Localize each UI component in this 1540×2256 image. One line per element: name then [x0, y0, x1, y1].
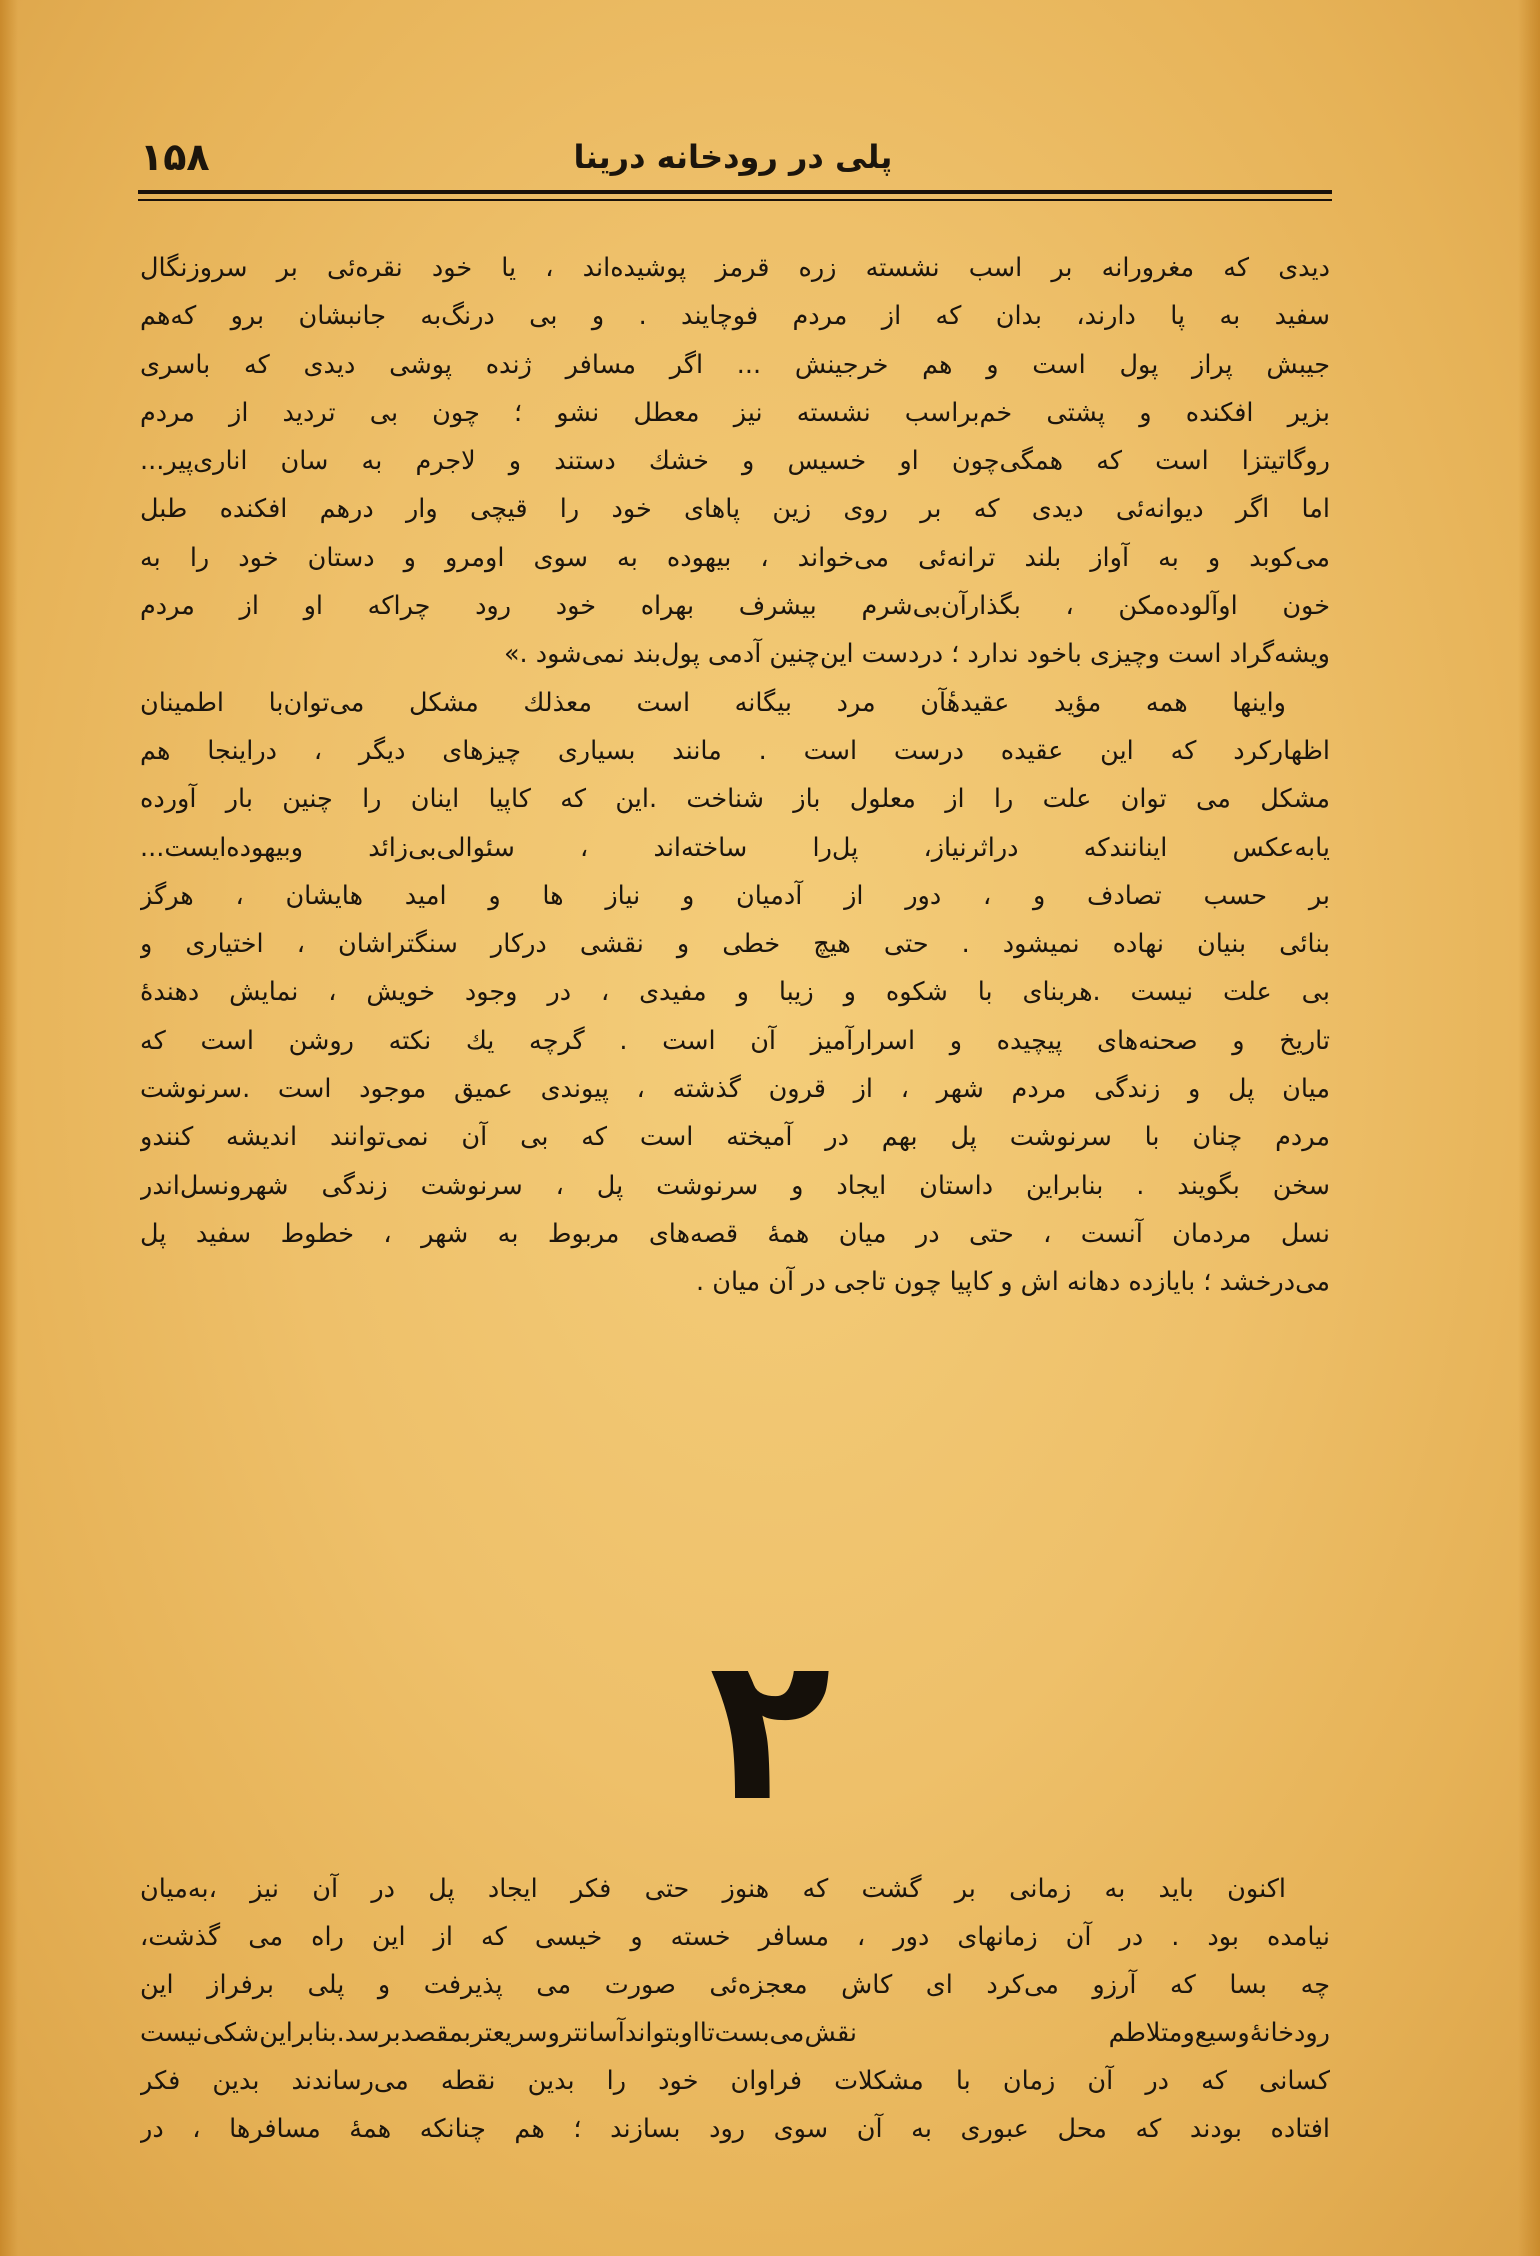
text-line: دیدی که مغرورانه بر اسب نشسته زره قرمز پوشیده‌اند ، یا خود نقره‌ئی بر سروزنگال [140, 253, 1330, 283]
text-line: تاریخ و صحنه‌های پیچیده و اسرارآمیز آن است . گرچه یك نکته روشن است که [140, 1025, 1330, 1056]
text-line: می‌درخشد ؛ بایازده دهانه اش و کاپیا چون تاجی در آن میان . [696, 1267, 1330, 1298]
text-line: کسانی که در آن زمان با مشکلات فراوان خود را بدین نقطه می‌رساندند بدین فکر [140, 2066, 1330, 2096]
page-number: ۱۵۸ [140, 135, 210, 179]
text-line: بزیر افکنده و پشتی خم‌براسب نشسته نیز معطل نشو ؛ چون بی تردید از مردم [140, 397, 1330, 428]
text-line: مشکل می توان علت را از معلول باز شناخت .این که کاپیا اینان را چنین بار آورده [140, 784, 1330, 815]
page-header [138, 132, 1328, 182]
chapter-number: ۲ [708, 1613, 832, 1846]
text-line: اظهارکرد که این عقیده درست است . مانند بسیاری چیزهای دیگر ، دراینجا هم [140, 735, 1330, 766]
page-edge-right [1518, 0, 1540, 2256]
text-line: روگاتیتزا است که همگی‌چون او خسیس و خشك دستند و لاجرم به سان اناری‌پیر... [140, 446, 1330, 477]
text-line: خون اوآلوده‌مکن ، بگذارآن‌بی‌شرم بیشرف بهراه خود رود چراکه او از مردم [140, 591, 1330, 622]
body-text-top [140, 244, 1330, 1307]
text-line: بنائی بنیان نهاده نمیشود . حتی هیچ خطی و نقشی درکار سنگتراشان ، اختیاری و [140, 929, 1330, 960]
text-line: می‌کوبد و به آواز بلند ترانه‌ئی می‌خواند ، بیهوده به سوی اومرو و دستان خود را به [140, 542, 1330, 573]
text-line: نیامده بود . در آن زمانهای دور ، مسافر خسته و خیسی که از این راه می گذشت، [140, 1922, 1330, 1952]
page-edge-left [0, 0, 18, 2256]
text-line: افتاده بودند که محل عبوری به آن سوی رود بسازند ؛ هم چنانکه همهٔ مسافرها ، در [140, 2114, 1330, 2144]
text-line: جیبش پراز پول است و هم خرجینش ... اگر مسافر ژنده پوشی دیدی که باسری [140, 349, 1330, 380]
text-line: مردم چنان با سرنوشت پل بهم در آمیخته است که بی آن نمی‌توانند اندیشه کنندو [140, 1122, 1330, 1153]
text-line: بی علت نیست .هربنای با شکوه و زیبا و مفیدی ، در وجود خویش ، نمایش دهندهٔ [140, 977, 1330, 1008]
text-line: سخن بگویند . بنابراین داستان ایجاد و سرنوشت پل ، سرنوشت زندگی شهرونسل‌اندر [140, 1170, 1330, 1201]
text-line: نسل مردمان آنست ، حتی در میان همهٔ قصه‌های مربوط به شهر ، خطوط سفید پل [140, 1218, 1330, 1249]
text-line: میان پل و زندگی مردم شهر ، از قرون گذشته ، پیوندی عمیق موجود است .سرنوشت [140, 1074, 1330, 1105]
body-text-bottom [140, 1865, 1330, 2153]
text-line: اکنون باید به زمانی بر گشت که هنوز حتی فکر ایجاد پل در آن نیز ،به‌میان [140, 1874, 1286, 1904]
text-line: واینها همه مؤید عقیدهٔآن مرد بیگانه است معذلك مشکل می‌توان‌با اطمینان [140, 687, 1286, 718]
text-line: ویشه‌گراد است وچیزی باخود ندارد ؛ دردست این‌چنین آدمی پول‌بند نمی‌شود .» [503, 639, 1330, 670]
text-line: بر حسب تصادف و ، دور از آدمیان و نیاز ها و امید هایشان ، هرگز [140, 880, 1330, 911]
text-line: چه بسا که آرزو می‌کرد ای کاش معجزه‌ئی صورت می پذیرفت و پلی برفراز این [140, 1970, 1330, 2000]
text-line: اما اگر دیوانه‌ئی دیدی که بر روی زین پاهای خود را قیچی وار درهم افکنده طبل [140, 494, 1330, 525]
running-title: پلی در رودخانه درینا [573, 138, 893, 176]
text-line: سفید به پا دارند، بدان که از مردم فوچایند . و بی درنگ‌به جانبشان برو که‌هم [140, 301, 1330, 332]
header-rule-thin [138, 199, 1332, 201]
header-rule-thick [138, 190, 1332, 194]
text-line: یا‌به‌عکس‌ اینانندکه دراثرنیاز، پل‌را ساخته‌اند ، سئوالی‌بی‌زائد وبیهوده‌ایست... [140, 832, 1330, 863]
text-line: رودخانهٔ‌وسیع‌ومتلاطم نقش‌می‌بست‌تااو‌بتواندآسانتروسریعتر‌بمقصدبرسد.بنابراین‌شکی‌نیست [140, 2018, 1330, 2048]
